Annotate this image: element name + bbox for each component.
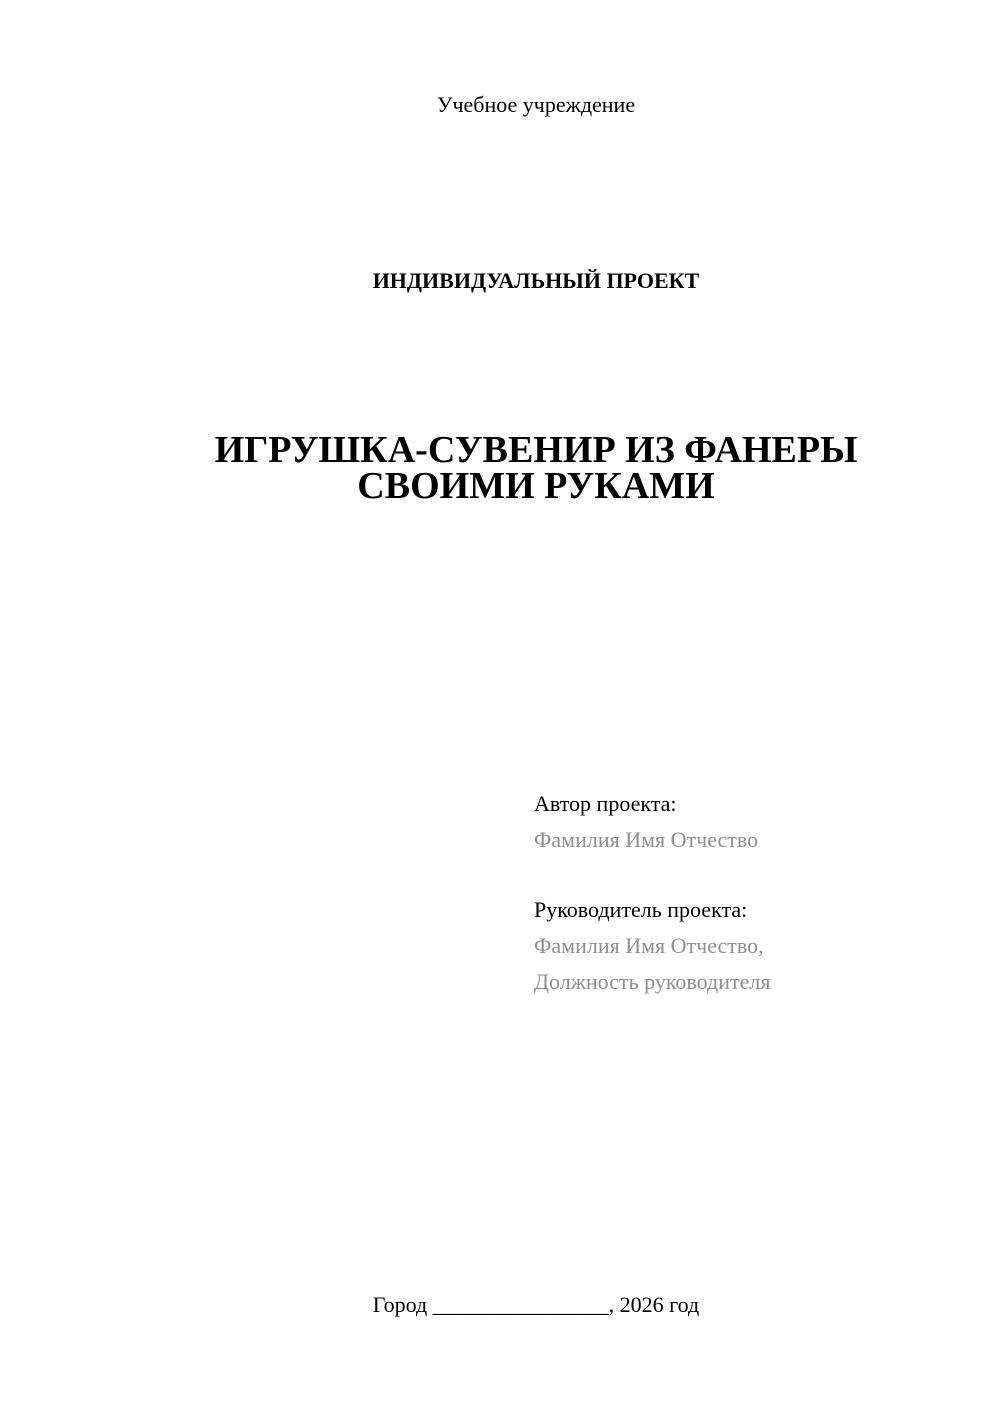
supervisor-position: Должность руководителя (534, 969, 771, 994)
credits-spacer (534, 858, 974, 892)
document-type: ИНДИВИДУАЛЬНЫЙ ПРОЕКТ (372, 268, 700, 293)
author-label: Автор проекта: (534, 791, 677, 816)
city-year-line: Город ________________, 2026 год (372, 1292, 700, 1317)
supervisor-label: Руководитель проекта: (534, 897, 748, 922)
credits-block (534, 786, 974, 1000)
project-title (0, 429, 1000, 507)
author-name: Фамилия Имя Отчество (534, 827, 759, 852)
project-title-line-1: ИГРУШКА-СУВЕНИР ИЗ ФАНЕРЫ (214, 429, 858, 471)
institution-name: Учебное учреждение (436, 92, 636, 117)
project-title-line-2: СВОИМИ РУКАМИ (357, 465, 715, 507)
supervisor-name: Фамилия Имя Отчество, (534, 933, 764, 958)
